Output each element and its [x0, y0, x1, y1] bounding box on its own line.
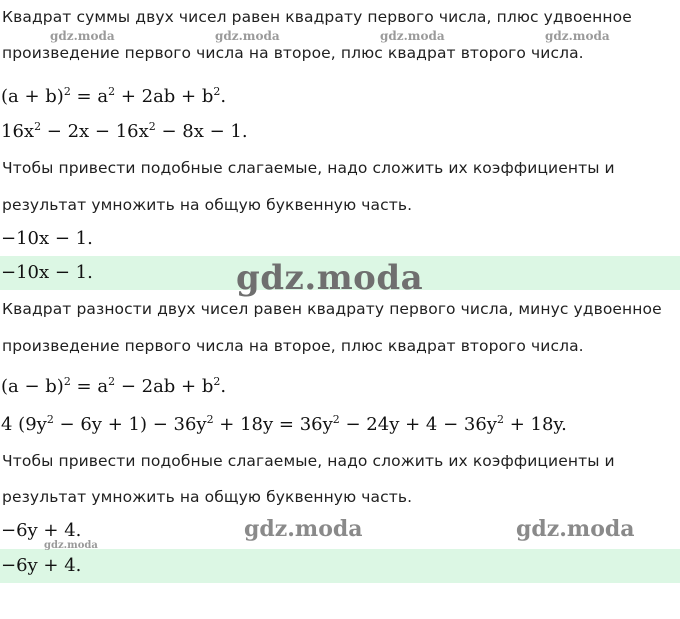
like-terms-line1: Чтобы привести подобные слагаемые, надо сложить их коэффициенты и	[2, 159, 615, 177]
answer-1: −10x − 1.	[1, 262, 93, 283]
formula-diff-square	[1, 376, 226, 397]
formula-lhs-exponent: 2	[63, 85, 71, 98]
expansion-part: 16x	[1, 121, 35, 142]
rule-diff-line1: Квадрат разности двух чисел равен квадрату первого числа, минус удвоенное	[2, 300, 662, 318]
expansion-part: + 18y.	[503, 414, 567, 435]
like-terms-line1: Чтобы привести подобные слагаемые, надо сложить их коэффициенты и	[2, 452, 615, 470]
like-terms-line2: результат умножить на общую буквенную часть.	[2, 488, 413, 506]
like-terms-line2: результат умножить на общую буквенную часть.	[2, 196, 413, 214]
expansion-part: − 6y + 1) − 36y	[53, 414, 207, 435]
expansion-exponent: 2	[34, 120, 42, 133]
formula-end: .	[220, 376, 227, 397]
watermark: gdz.moda	[50, 29, 115, 43]
formula-mid: + 2ab + b	[115, 86, 214, 107]
result-1: −10x − 1.	[1, 228, 93, 249]
expansion-exponent: 2	[496, 413, 504, 426]
expansion-part: + 18y = 36y	[213, 414, 333, 435]
formula-a-exponent: 2	[108, 375, 116, 388]
expansion-1	[1, 121, 248, 142]
expansion-part: − 24y + 4 − 36y	[339, 414, 497, 435]
formula-lhs: (a + b)	[1, 86, 64, 107]
rule-sum-line1: Квадрат суммы двух чисел равен квадрату первого числа, плюс удвоенное	[2, 8, 632, 26]
formula-eq: = a	[70, 86, 109, 107]
formula-a-exponent: 2	[108, 85, 116, 98]
expansion-2	[1, 414, 567, 435]
watermark: gdz.moda	[244, 516, 363, 542]
expansion-part: − 8x − 1.	[155, 121, 248, 142]
formula-b-exponent: 2	[213, 85, 221, 98]
formula-eq: = a	[70, 376, 109, 397]
answer-2: −6y + 4.	[1, 555, 82, 576]
formula-lhs-exponent: 2	[63, 375, 71, 388]
watermark: gdz.moda	[545, 29, 610, 43]
expansion-exponent: 2	[332, 413, 340, 426]
formula-sum-square	[1, 86, 226, 107]
rule-sum-line2: произведение первого числа на второе, плюс квадрат второго числа.	[2, 44, 584, 62]
formula-mid: − 2ab + b	[115, 376, 214, 397]
expansion-part: − 2x − 16x	[41, 121, 149, 142]
formula-b-exponent: 2	[213, 375, 221, 388]
watermark: gdz.moda	[44, 540, 98, 551]
answer-box-2	[0, 549, 680, 583]
formula-lhs: (a − b)	[1, 376, 64, 397]
watermark: gdz.moda	[516, 516, 635, 542]
watermark: gdz.moda	[380, 29, 445, 43]
expansion-exponent: 2	[46, 413, 54, 426]
result-2: −6y + 4.	[1, 520, 82, 541]
expansion-part: 4 (9y	[1, 414, 47, 435]
watermark: gdz.moda	[215, 29, 280, 43]
formula-end: .	[220, 86, 227, 107]
watermark-large: gdz.moda	[236, 258, 424, 298]
rule-diff-line2: произведение первого числа на второе, плюс квадрат второго числа.	[2, 337, 584, 355]
expansion-exponent: 2	[148, 120, 156, 133]
expansion-exponent: 2	[206, 413, 214, 426]
